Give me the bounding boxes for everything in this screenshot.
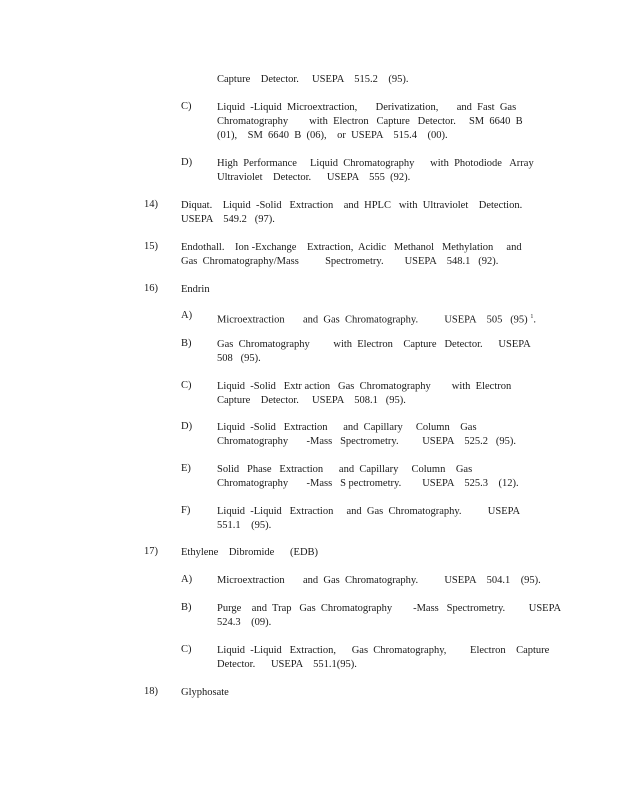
text-line: Ultraviolet Detector. USEPA 555 (92). [217, 172, 411, 183]
item-title: Ethylene Dibromide (EDB) [181, 547, 319, 558]
item-letter: C) [181, 644, 192, 655]
text-line: Diquat. Liquid -Solid Extraction and HPLC with Ultraviolet Detection. [181, 200, 523, 211]
item-letter: B) [181, 602, 192, 613]
item-letter: A) [181, 574, 193, 585]
item-letter: E) [181, 463, 191, 474]
text-line: Microextraction and Gas Chromatography. USEPA 504.1 (95). [217, 575, 541, 586]
text-line: Liquid -Liquid Extraction, Gas Chromatography, Electron Capture [217, 645, 550, 656]
text-line: Chromatography -Mass Spectrometry. USEPA 525.2 (95). [217, 436, 517, 447]
item-letter: C) [181, 101, 192, 112]
item-letter: B) [181, 338, 192, 349]
item-number: 14) [144, 199, 158, 210]
item-number: 15) [144, 241, 158, 252]
text-line: Purge and Trap Gas Chromatography -Mass Spectrometry. USEPA [217, 603, 562, 614]
text-segment: Microextraction and Gas Chromatography. USEPA 505 (95) [217, 314, 531, 326]
text-line: (01), SM 6640 B (06), or USEPA 515.4 (00). [217, 130, 448, 141]
item-number: 17) [144, 546, 158, 557]
text-line: 508 (95). [217, 353, 261, 364]
text-line: Capture Detector. USEPA 508.1 (95). [217, 395, 406, 406]
text-line: USEPA 549.2 (97). [181, 214, 275, 225]
footnote-marker: 1 [530, 314, 534, 320]
item-title: Endrin [181, 284, 210, 295]
text-line: Solid Phase Extraction and Capillary Column Gas [217, 464, 473, 475]
text-line: Gas Chromatography with Electron Capture Detector. USEPA [217, 339, 531, 350]
item-letter: F) [181, 505, 191, 516]
text-line: Capture Detector. USEPA 515.2 (95). [217, 74, 409, 85]
item-number: 18) [144, 686, 158, 697]
text-line: Liquid -Solid Extr action Gas Chromatography with Electron [217, 381, 512, 392]
text-line: Chromatography -Mass S pectrometry. USEPA 525.3 (12). [217, 478, 519, 489]
text-line: Gas Chromatography/Mass Spectrometry. USEPA 548.1 (92). [181, 256, 499, 267]
item-letter: D) [181, 157, 193, 168]
item-title: Glyphosate [181, 687, 229, 698]
item-letter: A) [181, 310, 193, 321]
text-line: Liquid -Liquid Extraction and Gas Chromatography. USEPA [217, 506, 521, 517]
item-number: 16) [144, 283, 158, 294]
text-line: Endothall. Ion -Exchange Extraction, Acidic Methanol Methylation and [181, 242, 522, 253]
text-line: Liquid -Liquid Microextraction, Derivatization, and Fast Gas [217, 102, 517, 113]
text-segment: . [533, 314, 536, 326]
text-line: Liquid -Solid Extraction and Capillary Column Gas [217, 422, 477, 433]
item-letter: C) [181, 380, 192, 391]
text-line: Detector. USEPA 551.1(95). [217, 659, 357, 670]
text-line: 524.3 (09). [217, 617, 272, 628]
text-line: 551.1 (95). [217, 520, 272, 531]
text-line: High Performance Liquid Chromatography with Photodiode Array [217, 158, 534, 169]
text-line: Chromatography with Electron Capture Detector. SM 6640 B [217, 116, 523, 127]
item-letter: D) [181, 421, 193, 432]
text-line [217, 310, 537, 324]
